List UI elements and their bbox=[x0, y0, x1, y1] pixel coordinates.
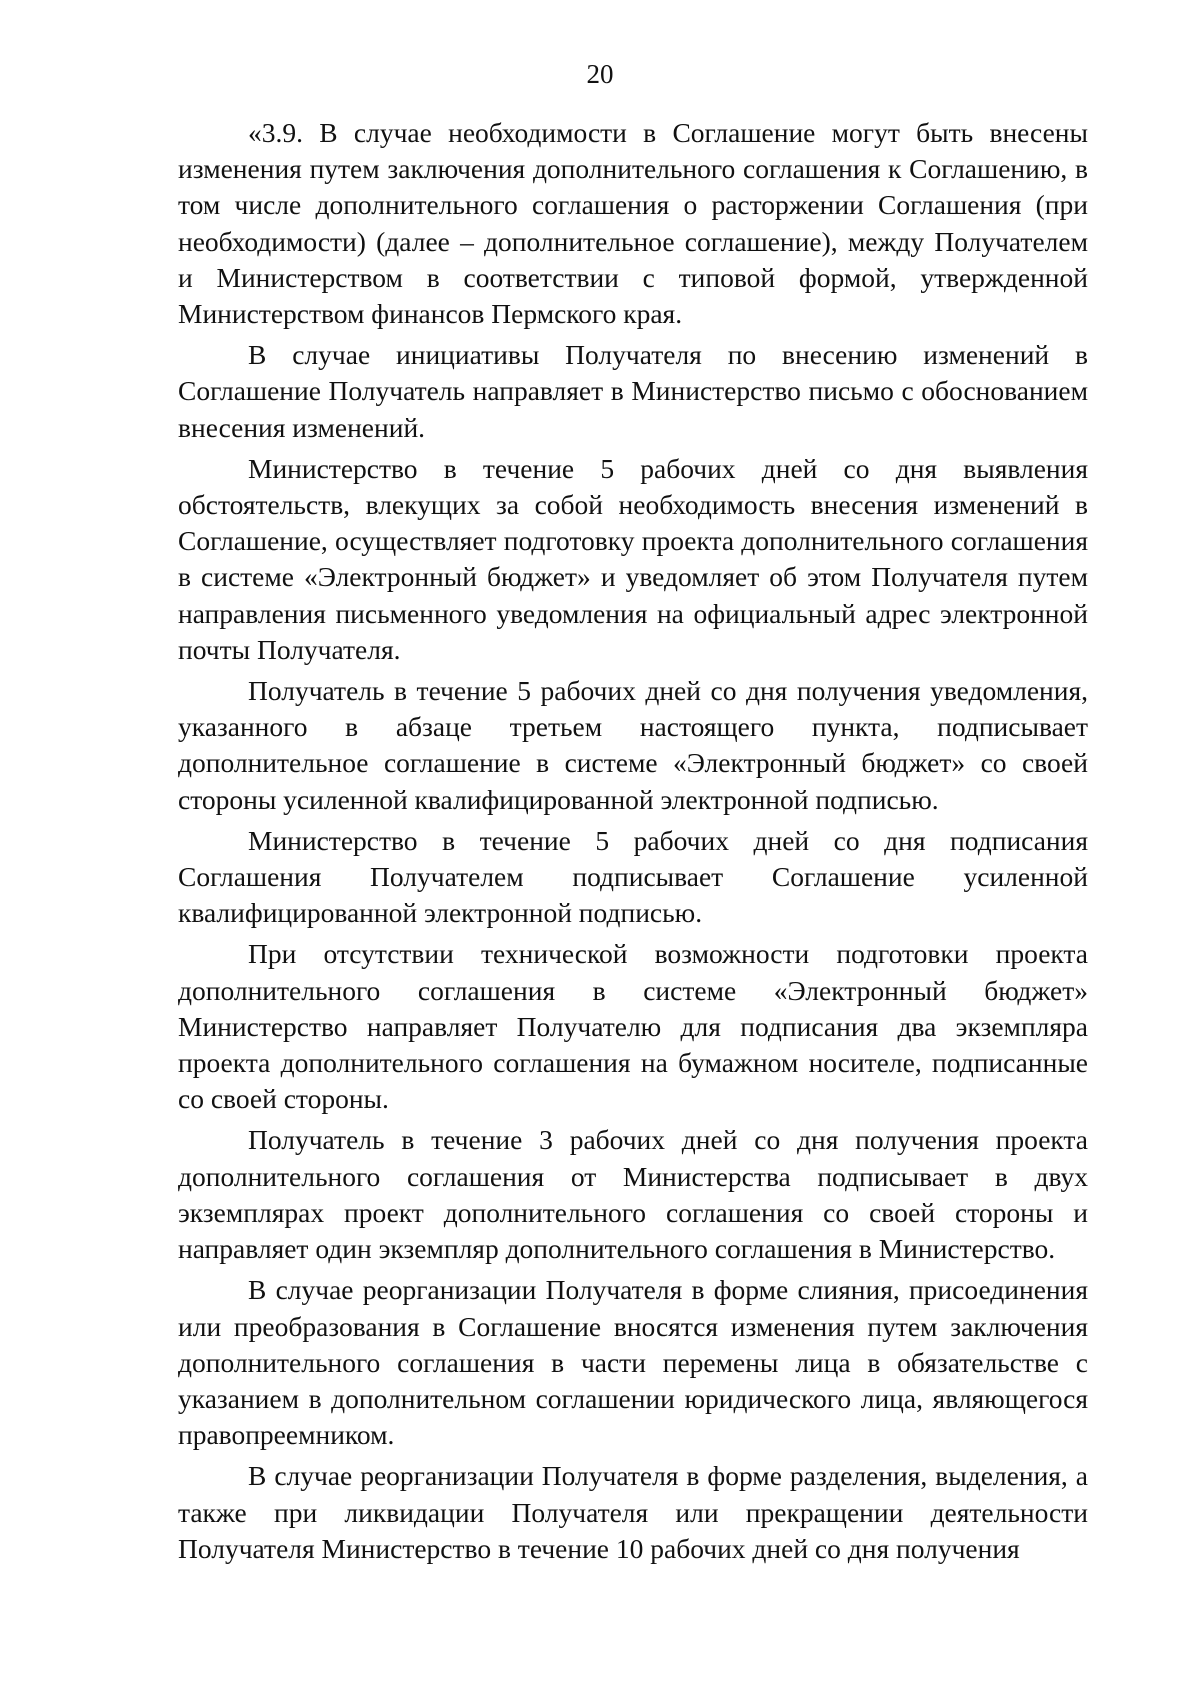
page-number: 20 bbox=[586, 59, 614, 89]
document-body bbox=[178, 115, 1088, 1572]
paragraph: Министерство в течение 5 рабочих дней со дня выявления обстоятельств, влекущих за собой необходимость внесения изменений в Соглашение, осуществляет подготовку проекта дополнительного соглашения в системе «Электронный бюджет» и уведомляет об этом Получателя путем направления письменного уведомления на официальный адрес электронной почты Получателя. bbox=[178, 452, 1088, 665]
paragraph: Получатель в течение 5 рабочих дней со дня получения уведомления, указанного в абзаце третьем настоящего пункта, подписывает дополнительное соглашение в системе «Электронный бюджет» со своей стороны усиленной квалифицированной электронной подписью. bbox=[178, 675, 1088, 815]
paragraph: При отсутствии технической возможности подготовки проекта дополнительного соглашения в системе «Электронный бюджет» Министерство направляет Получателю для подписания два экземпляра проекта дополнительного соглашения на бумажном носителе, подписанные со своей стороны. bbox=[178, 938, 1088, 1115]
paragraph: В случае реорганизации Получателя в форме разделения, выделения, а также при ликвидации Получателя или прекращении деятельности Получателя Министерство в течение 10 рабочих дней со дня получения bbox=[178, 1460, 1088, 1564]
paragraph: «3.9. В случае необходимости в Соглашение могут быть внесены изменения путем заключения дополнительного соглашения к Соглашению, в том числе дополнительного соглашения о расторжении Соглашения (при необходимости) (далее – дополнительное соглашение), между Получателем и Министерством в соответствии с типовой формой, утвержденной Министерством финансов Пермского края. bbox=[178, 117, 1088, 330]
paragraph: Получатель в течение 3 рабочих дней со дня получения проекта дополнительного соглашения от Министерства подписывает в двух экземплярах проект дополнительного соглашения со своей стороны и направляет один экземпляр дополнительного соглашения в Министерство. bbox=[178, 1124, 1088, 1265]
paragraph: В случае инициативы Получателя по внесению изменений в Соглашение Получатель направляет в Министерство письмо с обоснованием внесения изменений. bbox=[178, 339, 1088, 443]
paragraph: Министерство в течение 5 рабочих дней со дня подписания Соглашения Получателем подписывает Соглашение усиленной квалифицированной электронной подписью. bbox=[178, 824, 1088, 929]
paragraph: В случае реорганизации Получателя в форме слияния, присоединения или преобразования в Соглашение вносятся изменения путем заключения дополнительного соглашения в части перемены лица в обязательстве с указанием в дополнительном соглашении юридического лица, являющегося правопреемником. bbox=[178, 1274, 1088, 1451]
